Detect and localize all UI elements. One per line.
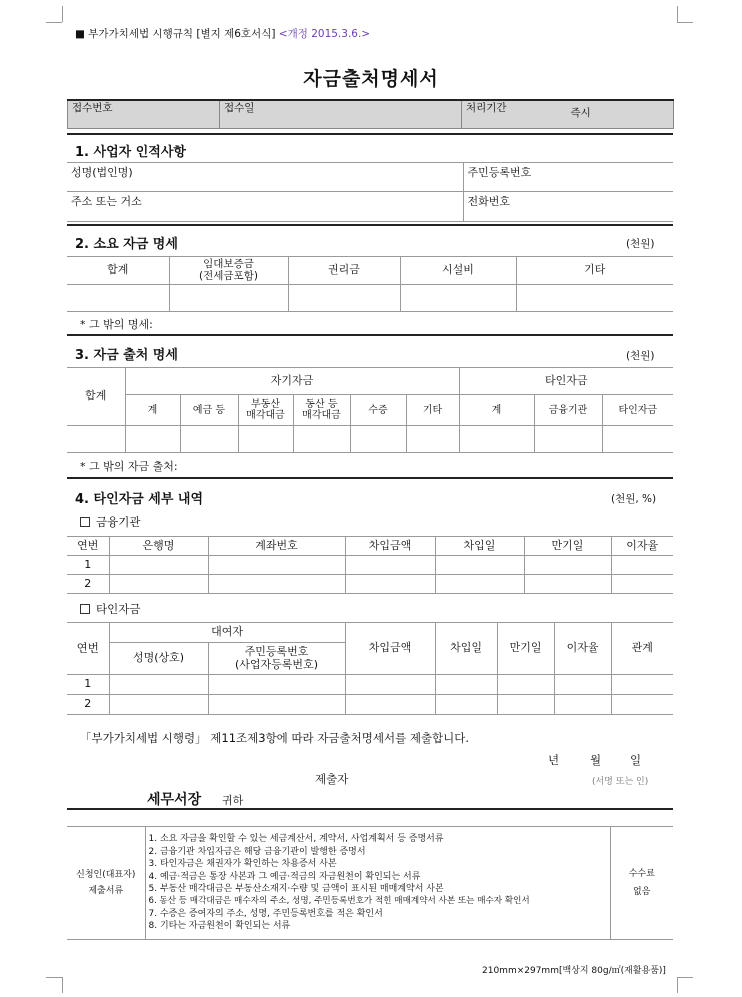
amount-cell[interactable] [345,675,435,695]
own-gift-header: 수증 [350,395,406,426]
section2-note: * 그 밖의 명세: [80,318,153,331]
header-own-funds: 자기자금 [125,368,459,395]
person-header-rrn: 주민등록번호 (사업자등록번호) [208,643,345,675]
account-cell[interactable] [208,575,345,594]
divider [67,133,673,135]
list-item: 7. 수증은 증여자의 주소, 성명, 주민등록번호를 적은 확인서 [148,908,383,919]
header-premium: 권리금 [288,257,400,285]
list-item: 8. 기타는 자금원천이 확인되는 서류 [148,921,291,932]
amount-cell[interactable] [345,695,435,715]
date-cell[interactable] [435,575,524,594]
section1-title: 1. 사업자 인적사항 [75,145,186,160]
processing-period-field [462,100,674,129]
total-cell[interactable] [67,426,125,453]
crop-mark [46,22,62,23]
checkbox-icon[interactable] [80,517,90,527]
fund-source-table [67,367,673,453]
row-number: 1 [67,675,109,695]
receipt-date-field[interactable] [220,100,462,129]
table-row [67,575,673,594]
other-bank-header: 금융기관 [534,395,602,426]
row-number: 2 [67,695,109,715]
list-item: 3. 타인자금은 채권자가 확인하는 차용증서 사본 [148,859,337,870]
applicant-documents-label: 신청인(대표자) 제출서류 [67,827,145,940]
person-header-relation: 관계 [611,623,673,675]
bank-header-name: 은행명 [109,537,208,556]
own-other-cell[interactable] [406,426,459,453]
crop-mark [677,977,678,993]
submitter-label: 제출자 [315,772,349,786]
date-year-label: 년 [548,753,560,767]
phone-field[interactable] [463,192,673,222]
receipt-no-label: 접수번호 [72,102,113,114]
processing-period-value: 즉시 [570,107,591,119]
bank-name-cell[interactable] [109,556,208,575]
name-field[interactable] [67,163,463,192]
rrn-field[interactable] [463,163,673,192]
bank-header-rate: 이자율 [611,537,673,556]
person-header-rate: 이자율 [554,623,611,675]
tax-office-label: 세무서장 [147,792,202,808]
divider [67,224,673,226]
deposit-cell[interactable] [169,285,288,312]
checkbox-icon[interactable] [80,604,90,614]
crop-mark [62,977,63,993]
own-realestate-header: 부동산 매각대금 [238,395,293,426]
bank-header-no: 연번 [67,537,109,556]
relation-cell[interactable] [611,695,673,715]
own-realestate-cell[interactable] [238,426,293,453]
lender-rrn-cell[interactable] [208,675,345,695]
receipt-no-field[interactable] [68,100,220,129]
maturity-cell[interactable] [524,575,611,594]
table-row [67,556,673,575]
own-deposit-header: 예금 등 [180,395,238,426]
account-cell[interactable] [208,556,345,575]
rate-cell[interactable] [611,556,673,575]
fee-label: 수수료 [628,869,655,879]
document-list [145,827,610,940]
bank-header-amount: 차입금액 [345,537,435,556]
address-label: 주소 또는 거소 [71,195,142,208]
person-subsection [80,601,140,617]
bank-loans-table [67,536,673,594]
own-deposit-cell[interactable] [180,426,238,453]
paper-spec: 210mm×297mm[백상지 80g/㎡(재활용품)] [482,966,666,976]
required-funds-table [67,256,673,312]
crop-mark [677,977,693,978]
phone-label: 전화번호 [467,195,511,208]
date-cell[interactable] [435,695,497,715]
premium-cell[interactable] [288,285,400,312]
submission-statement: 「부가가치세법 시행령」 제11조제3항에 따라 자금출처명세서를 제출합니다. [80,731,470,745]
receipt-date-label: 접수일 [224,102,255,114]
amount-cell[interactable] [345,556,435,575]
maturity-cell[interactable] [497,695,554,715]
section3-note: * 그 밖의 자금 출처: [80,460,178,473]
header-total: 합계 [67,368,125,426]
person-header-amount: 차입금액 [345,623,435,675]
amount-cell[interactable] [345,575,435,594]
list-item: 5. 부동산 매각대금은 부동산소재지·수량 및 금액이 표시된 매매계약서 사본 [148,884,444,894]
own-movable-cell[interactable] [293,426,350,453]
rate-cell[interactable] [611,575,673,594]
lender-rrn-cell[interactable] [208,695,345,715]
row-number: 1 [67,556,109,575]
list-item: 4. 예금·적금은 통장 사본과 그 예금·적금의 자금원천이 확인되는 서류 [148,871,421,882]
rate-cell[interactable] [554,675,611,695]
own-movable-header: 동산 등 매각대금 [293,395,350,426]
person-subsection-label: 타인자금 [96,602,141,616]
list-item: 2. 금융기관 차입자금은 해당 금융기관이 발행한 증명서 [148,846,366,857]
maturity-cell[interactable] [497,675,554,695]
form-reference [75,26,370,41]
header-total: 합계 [67,257,169,285]
bank-header-maturity: 만기일 [524,537,611,556]
crop-mark [677,6,678,22]
own-sum-header: 계 [125,395,180,426]
other-sum-header: 계 [459,395,534,426]
other-sum-cell[interactable] [459,426,534,453]
person-header-maturity: 만기일 [497,623,554,675]
person-header-no: 연번 [67,623,109,675]
personal-loans-table [67,622,673,715]
other-person-cell[interactable] [602,426,673,453]
date-month-label: 월 [590,753,602,767]
required-documents-table [67,826,673,940]
own-gift-cell[interactable] [350,426,406,453]
section2-unit: (천원) [626,238,655,250]
divider [67,334,673,336]
business-info-table [67,162,673,222]
table-row [67,695,673,715]
date-cell[interactable] [435,556,524,575]
total-cell[interactable] [67,285,169,312]
rrn-label: 주민등록번호 [467,166,532,179]
lender-name-cell[interactable] [109,675,208,695]
crop-mark [677,22,693,23]
table-row [67,675,673,695]
crop-mark [46,977,62,978]
own-sum-cell[interactable] [125,426,180,453]
bank-subsection-label: 금융기관 [96,515,141,529]
section4-unit: (천원, %) [611,493,657,505]
divider [67,477,673,479]
own-other-header: 기타 [406,395,459,426]
list-item: 6. 동산 등 매각대금은 매수자의 주소, 성명, 주민등록번호가 적힌 매매계약서 사본 또는 매수자 확인서 [148,896,530,907]
facility-cell[interactable] [400,285,516,312]
other-cell[interactable] [516,285,673,312]
person-header-date: 차입일 [435,623,497,675]
list-item: 1. 소요 자금을 확인할 수 있는 세금계산서, 계약서, 사업계획서 등 증명서류 [148,834,444,845]
rate-cell[interactable] [554,695,611,715]
fee-value: 없음 [633,887,651,897]
divider [67,808,673,810]
date-day-label: 일 [630,753,642,767]
form-ref-text: ■ 부가가치세법 시행규칙 [별지 제6호서식] [75,28,276,40]
tax-office-suffix: 귀하 [222,794,244,807]
lender-name-cell[interactable] [109,695,208,715]
crop-mark [62,6,63,22]
section4-title: 4. 타인자금 세부 내역 [75,492,204,507]
section3-title: 3. 자금 출처 명세 [75,348,178,363]
maturity-cell[interactable] [524,556,611,575]
section3-unit: (천원) [626,350,655,362]
header-deposit: 임대보증금 (전세금포함) [169,257,288,285]
person-header-name: 성명(상호) [109,643,208,675]
fee-cell [610,827,673,940]
bank-header-date: 차입일 [435,537,524,556]
address-field[interactable] [67,192,463,222]
signature-hint[interactable]: (서명 또는 인) [592,777,649,787]
revision-date: <개정 2015.3.6.> [278,28,371,40]
bank-subsection [80,514,140,530]
other-person-header: 타인자금 [602,395,673,426]
section2-title: 2. 소요 자금 명세 [75,237,178,252]
name-label: 성명(법인명) [71,166,133,179]
header-facility: 시설비 [400,257,516,285]
date-cell[interactable] [435,675,497,695]
header-other-funds: 타인자금 [459,368,673,395]
row-number: 2 [67,575,109,594]
person-header-lender: 대여자 [109,623,345,643]
other-bank-cell[interactable] [534,426,602,453]
bank-name-cell[interactable] [109,575,208,594]
relation-cell[interactable] [611,675,673,695]
receipt-table [67,99,674,129]
header-other: 기타 [516,257,673,285]
bank-header-account: 계좌번호 [208,537,345,556]
processing-period-label: 처리기간 [466,102,507,114]
page-title: 자금출처명세서 [303,68,439,90]
